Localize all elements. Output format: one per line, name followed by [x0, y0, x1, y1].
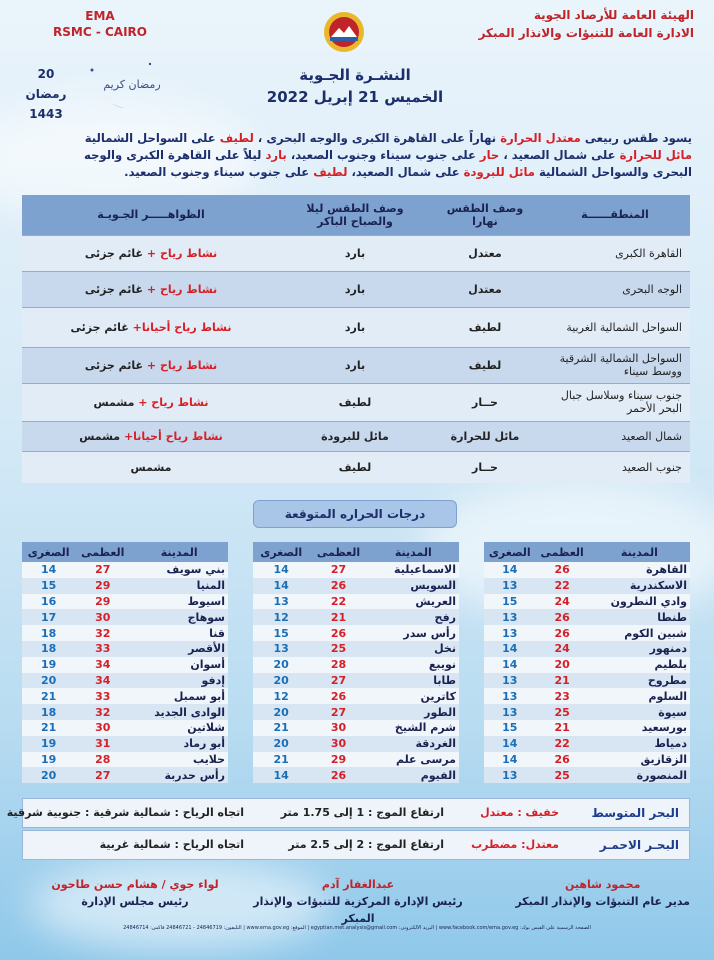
night-cell: بارد — [280, 235, 430, 271]
summary-highlight: لطيف — [219, 131, 254, 145]
header-min: الصغرى — [484, 542, 536, 562]
phenomena-wind: نشاط رياح أحيانا+ — [132, 320, 232, 334]
night-cell: لطيف — [280, 383, 430, 421]
summary-text: على شمال الصعيد، — [347, 165, 464, 179]
max-temp-cell: 26 — [536, 752, 589, 768]
city-cell: شرم الشيخ — [368, 720, 459, 736]
day-cell: معتدل — [430, 271, 540, 307]
max-temp-cell: 28 — [75, 752, 130, 768]
min-temp-cell: 14 — [484, 752, 536, 768]
min-temp-cell: 14 — [253, 562, 309, 578]
min-temp-cell: 14 — [484, 562, 536, 578]
signature-name: محمود شاهين — [564, 878, 641, 891]
temp-row — [484, 609, 690, 625]
city-cell: بورسعيد — [589, 720, 690, 736]
phenomena-wind: نشاط رياح + — [138, 395, 209, 409]
header-max: العظمى — [75, 542, 130, 562]
header-max: العظمى — [309, 542, 367, 562]
max-temp-cell: 30 — [309, 736, 367, 752]
city-cell: سوهاج — [130, 609, 228, 625]
temp-row — [253, 578, 459, 594]
max-temp-cell: 34 — [75, 657, 130, 673]
phenomena-sky: غائم جزئى — [70, 320, 133, 334]
table-row — [22, 451, 690, 483]
table-header-row — [22, 195, 690, 235]
phenomena-wind: نشاط رياح + — [146, 358, 218, 372]
hijri-month: رمضان — [25, 87, 67, 101]
header-max: العظمى — [536, 542, 589, 562]
temp-row — [484, 752, 690, 768]
max-temp-cell: 21 — [309, 609, 367, 625]
max-temp-cell: 22 — [309, 594, 367, 610]
summary-text: على جنوب سيناء وجنوب الصعيد، — [286, 148, 480, 162]
header-phenomena: الظواهـــــر الجـويـة — [22, 195, 280, 235]
city-cell: شبين الكوم — [589, 625, 690, 641]
signature-name: عبدالغفار آدم — [321, 878, 395, 891]
phenomena-sky: غائم جزئى — [84, 246, 147, 260]
org-english — [40, 8, 160, 40]
min-temp-cell: 20 — [253, 704, 309, 720]
temp-row — [484, 594, 690, 610]
max-temp-cell: 32 — [75, 625, 130, 641]
city-cell: نويبع — [368, 657, 459, 673]
max-temp-cell: 31 — [75, 736, 130, 752]
city-cell: الوادى الجديد — [130, 704, 228, 720]
temp-row — [484, 720, 690, 736]
footer-contact: الصفحة الرسمية على الفيس بوك: www.facebook.com/ema.gov.eg | البريد الالكترونى: egyptian.met.analysis@gmail.com | الموقع: www.ema.gov.eg | التليفون: 24846719 - 24846721 فاكس: 24846714 — [123, 925, 591, 931]
city-cell: القاهرة — [589, 562, 690, 578]
header-region: المنطقــــــة — [540, 195, 690, 235]
city-cell: بلطيم — [589, 657, 690, 673]
temp-row — [484, 767, 690, 783]
phenomena-wind: نشاط رياح + — [146, 246, 218, 260]
max-temp-cell: 26 — [309, 578, 367, 594]
city-cell: المنصورة — [589, 767, 690, 783]
day-cell: لطيف — [430, 347, 540, 383]
sea-name: البحر المتوسط — [591, 806, 679, 820]
min-temp-cell: 14 — [253, 767, 309, 783]
summary-text: ليلاً على القاهرة الكبرى والوجه البحرى والسواحل الشمالية — [84, 148, 692, 179]
max-temp-cell: 26 — [309, 625, 367, 641]
temp-row — [253, 720, 459, 736]
summary-text: يسود طقس ربيعى — [580, 131, 692, 145]
temp-row — [22, 594, 228, 610]
city-cell: بني سويف — [130, 562, 228, 578]
temp-row — [484, 562, 690, 578]
org-abbrev: EMA — [85, 9, 115, 23]
min-temp-cell: 15 — [253, 625, 309, 641]
max-temp-cell: 24 — [536, 641, 589, 657]
temp-row — [253, 767, 459, 783]
min-temp-cell: 19 — [22, 752, 75, 768]
min-temp-cell: 15 — [22, 578, 75, 594]
org-arabic — [479, 6, 694, 42]
phenomena-cell — [22, 307, 280, 347]
city-cell: سيوة — [589, 704, 690, 720]
city-cell: نخل — [368, 641, 459, 657]
temp-header-row — [253, 542, 459, 562]
city-cell: السلوم — [589, 688, 690, 704]
max-temp-cell: 32 — [75, 704, 130, 720]
min-temp-cell: 13 — [484, 688, 536, 704]
temp-row — [253, 704, 459, 720]
min-temp-cell: 14 — [22, 562, 75, 578]
max-temp-cell: 21 — [536, 673, 589, 689]
min-temp-cell: 18 — [22, 704, 75, 720]
max-temp-cell: 29 — [75, 578, 130, 594]
hijri-day: 20 — [37, 67, 55, 81]
night-cell: بارد — [280, 271, 430, 307]
temp-row — [22, 562, 228, 578]
max-temp-cell: 25 — [536, 704, 589, 720]
temp-row — [22, 736, 228, 752]
max-temp-cell: 33 — [75, 688, 130, 704]
city-cell: كاترين — [368, 688, 459, 704]
temperature-table-middle — [253, 542, 459, 783]
region-cell: جنوب الصعيد — [540, 451, 690, 483]
min-temp-cell: 13 — [253, 594, 309, 610]
max-temp-cell: 27 — [75, 562, 130, 578]
header-min: الصغرى — [22, 542, 75, 562]
city-cell: الاسماعيلية — [368, 562, 459, 578]
region-cell: القاهرة الكبرى — [540, 235, 690, 271]
summary-highlight: لطيف — [313, 165, 348, 179]
min-temp-cell: 13 — [484, 704, 536, 720]
max-temp-cell: 21 — [536, 720, 589, 736]
min-temp-cell: 13 — [484, 625, 536, 641]
summary-highlight: مائل للبرودة — [463, 165, 535, 179]
city-cell: رأس حدربة — [130, 767, 228, 783]
region-cell: جنوب سيناء وسلاسل جبال البحر الأحمر — [540, 383, 690, 421]
temp-row — [484, 673, 690, 689]
min-temp-cell: 20 — [253, 673, 309, 689]
city-cell: مطروح — [589, 673, 690, 689]
phenomena-sky: مشمس — [93, 395, 139, 409]
summary-text: على شمال الصعيد ، — [499, 148, 620, 162]
max-temp-cell: 34 — [75, 673, 130, 689]
min-temp-cell: 13 — [253, 641, 309, 657]
hijri-year: 1443 — [29, 107, 63, 121]
city-cell: قنا — [130, 625, 228, 641]
signature-title: مدير عام التنبؤات والإنذار المبكر — [515, 895, 690, 908]
org-dept-ar: الادارة العامة للتنبؤات والانذار المبكر — [478, 26, 694, 40]
max-temp-cell: 23 — [536, 688, 589, 704]
temp-row — [22, 767, 228, 783]
city-cell: حلايب — [130, 752, 228, 768]
phenomena-cell — [22, 347, 280, 383]
max-temp-cell: 25 — [536, 767, 589, 783]
max-temp-cell: 25 — [309, 641, 367, 657]
temp-row — [484, 704, 690, 720]
summary-highlight: معتدل الحرارة — [500, 131, 581, 145]
temp-header-row — [484, 542, 690, 562]
temp-row — [22, 578, 228, 594]
min-temp-cell: 14 — [484, 641, 536, 657]
moon-caption: رمضان كريم — [103, 78, 161, 91]
city-cell: السويس — [368, 578, 459, 594]
city-cell: دمنهور — [589, 641, 690, 657]
temp-row — [253, 625, 459, 641]
day-cell: حــار — [430, 451, 540, 483]
phenomena-wind: نشاط رياح + — [146, 282, 218, 296]
temp-row — [253, 641, 459, 657]
city-cell: الغردقة — [368, 736, 459, 752]
min-temp-cell: 18 — [22, 625, 75, 641]
phenomena-sky: مشمس — [79, 429, 124, 443]
org-name-ar: الهيئة العامة للأرصاد الجوية — [533, 8, 694, 22]
summary-text: على جنوب سيناء وجنوب الصعيد. — [124, 165, 314, 179]
max-temp-cell: 27 — [309, 704, 367, 720]
max-temp-cell: 28 — [309, 657, 367, 673]
temp-header-row — [22, 542, 228, 562]
day-cell: لطيف — [430, 307, 540, 347]
night-cell: لطيف — [280, 451, 430, 483]
min-temp-cell: 19 — [22, 657, 75, 673]
temp-row — [22, 673, 228, 689]
min-temp-cell: 15 — [484, 594, 536, 610]
max-temp-cell: 26 — [536, 562, 589, 578]
temp-row — [22, 625, 228, 641]
max-temp-cell: 26 — [536, 625, 589, 641]
min-temp-cell: 20 — [253, 657, 309, 673]
max-temp-cell: 27 — [309, 562, 367, 578]
header-night: وصف الطقس ليلا والصباح الباكر — [280, 195, 430, 235]
city-cell: المنيا — [130, 578, 228, 594]
temp-row — [22, 657, 228, 673]
table-row — [22, 307, 690, 347]
min-temp-cell: 17 — [22, 609, 75, 625]
temp-row — [22, 704, 228, 720]
sea-state-red-sea — [22, 830, 690, 860]
temp-row — [22, 609, 228, 625]
min-temp-cell: 12 — [253, 609, 309, 625]
header-city: المدينة — [130, 542, 228, 562]
phenomena-sky: غائم جزئى — [84, 358, 147, 372]
temp-row — [253, 736, 459, 752]
min-temp-cell: 21 — [22, 688, 75, 704]
city-cell: شلاتين — [130, 720, 228, 736]
org-rsmc: RSMC - CAIRO — [53, 25, 147, 39]
min-temp-cell: 21 — [253, 720, 309, 736]
hijri-date — [20, 64, 72, 124]
city-cell: أبو سمبل — [130, 688, 228, 704]
sea-state: خفيف : معتدل — [480, 806, 559, 819]
sea-name: البحـر الاحمـر — [599, 838, 679, 852]
signature-name: لواء جوي / هشام حسن طاحون — [51, 878, 219, 891]
city-cell: طنطا — [589, 609, 690, 625]
bulletin-date: الخميس 21 إبريل 2022 — [266, 88, 444, 106]
sea-state: معتدل: مضطرب — [471, 838, 559, 851]
wave-height: ارتفاع الموج : 1 إلى 1.75 متر — [280, 806, 444, 819]
max-temp-cell: 22 — [536, 578, 589, 594]
city-cell: أسوان — [130, 657, 228, 673]
region-cell: الوجه البحرى — [540, 271, 690, 307]
min-temp-cell: 21 — [253, 752, 309, 768]
city-cell: رفح — [368, 609, 459, 625]
region-cell: السواحل الشمالية الغربية — [540, 307, 690, 347]
signature-title: رئيس مجلس الإدارة — [81, 895, 189, 908]
city-cell: الفيوم — [368, 767, 459, 783]
city-cell: العريش — [368, 594, 459, 610]
signature-title: رئيس الإدارة المركزية للتنبؤات والإنذار المبكر — [253, 895, 463, 925]
min-temp-cell: 20 — [22, 767, 75, 783]
temp-row — [484, 688, 690, 704]
phenomena-sky: مشمس — [130, 460, 172, 474]
min-temp-cell: 13 — [484, 673, 536, 689]
night-cell: بارد — [280, 307, 430, 347]
table-row — [22, 383, 690, 421]
max-temp-cell: 33 — [75, 641, 130, 657]
header-city: المدينة — [368, 542, 459, 562]
min-temp-cell: 18 — [22, 641, 75, 657]
city-cell: الأقصر — [130, 641, 228, 657]
max-temp-cell: 30 — [75, 720, 130, 736]
city-cell: إدفو — [130, 673, 228, 689]
city-cell: الطور — [368, 704, 459, 720]
temperature-table-left — [22, 542, 228, 783]
city-cell: وادي النطرون — [589, 594, 690, 610]
city-cell: رأس سدر — [368, 625, 459, 641]
min-temp-cell: 13 — [484, 609, 536, 625]
max-temp-cell: 30 — [75, 609, 130, 625]
header-city: المدينة — [589, 542, 690, 562]
min-temp-cell: 20 — [253, 736, 309, 752]
max-temp-cell: 26 — [309, 767, 367, 783]
header-day: وصف الطقس نهارا — [430, 195, 540, 235]
min-temp-cell: 13 — [484, 578, 536, 594]
temp-row — [22, 688, 228, 704]
header-min: الصغرى — [253, 542, 309, 562]
min-temp-cell: 21 — [22, 720, 75, 736]
min-temp-cell: 12 — [253, 688, 309, 704]
phenomena-cell — [22, 421, 280, 451]
signature-chairman — [40, 876, 230, 910]
max-temp-cell: 29 — [75, 594, 130, 610]
city-cell: أبو رماد — [130, 736, 228, 752]
temp-row — [484, 736, 690, 752]
ema-logo-icon — [318, 10, 370, 54]
temp-row — [484, 578, 690, 594]
day-cell: حــار — [430, 383, 540, 421]
max-temp-cell: 24 — [536, 594, 589, 610]
temp-row — [22, 720, 228, 736]
min-temp-cell: 20 — [22, 673, 75, 689]
city-cell: دمياط — [589, 736, 690, 752]
summary-highlight: حار — [479, 148, 500, 162]
signature-forecast-director — [515, 876, 690, 910]
temp-row — [253, 657, 459, 673]
temp-row — [484, 657, 690, 673]
summary-text: نهاراً على القاهرة الكبرى والوجه البحرى ، — [253, 131, 501, 145]
min-temp-cell: 14 — [253, 578, 309, 594]
table-row — [22, 421, 690, 451]
temp-row — [22, 641, 228, 657]
max-temp-cell: 29 — [309, 752, 367, 768]
table-row — [22, 271, 690, 307]
temp-row — [22, 752, 228, 768]
table-row — [22, 347, 690, 383]
temp-row — [253, 594, 459, 610]
min-temp-cell: 19 — [22, 736, 75, 752]
temperatures-title: درجات الحراره المتوقعة — [253, 500, 457, 528]
sea-state-mediterranean — [6, 798, 690, 828]
min-temp-cell: 14 — [484, 736, 536, 752]
max-temp-cell: 26 — [309, 688, 367, 704]
temp-row — [253, 562, 459, 578]
ramadan-moon-icon — [80, 50, 166, 116]
day-cell: معتدل — [430, 235, 540, 271]
weather-summary — [60, 130, 692, 181]
phenomena-cell — [22, 451, 280, 483]
temp-row — [484, 641, 690, 657]
max-temp-cell: 26 — [536, 609, 589, 625]
phenomena-cell — [22, 271, 280, 307]
region-cell: شمال الصعيد — [540, 421, 690, 451]
temperature-table-right — [484, 542, 690, 783]
city-cell: الاسكندرية — [589, 578, 690, 594]
signature-central-head — [238, 876, 478, 927]
city-cell: اسيوط — [130, 594, 228, 610]
region-cell: السواحل الشمالية الشرقية ووسط سيناء — [540, 347, 690, 383]
night-cell: بارد — [280, 347, 430, 383]
summary-highlight: مائل للحرارة — [619, 148, 692, 162]
max-temp-cell: 27 — [75, 767, 130, 783]
table-row — [22, 235, 690, 271]
page-title: النشـرة الجـوية — [299, 66, 411, 84]
max-temp-cell: 20 — [536, 657, 589, 673]
min-temp-cell: 13 — [484, 767, 536, 783]
city-cell: الزقازيق — [589, 752, 690, 768]
night-cell: مائل للبرودة — [280, 421, 430, 451]
max-temp-cell: 27 — [309, 673, 367, 689]
wind-direction: اتجاه الرياح : شمالية شرقية : جنوبية شرقية — [6, 806, 244, 819]
temp-row — [253, 673, 459, 689]
min-temp-cell: 14 — [484, 657, 536, 673]
max-temp-cell: 30 — [309, 720, 367, 736]
weather-forecast-table — [22, 195, 690, 483]
phenomena-wind: نشاط رياح أحيانا+ — [123, 429, 223, 443]
summary-highlight: بارد — [265, 148, 287, 162]
min-temp-cell: 16 — [22, 594, 75, 610]
bulletin-title — [220, 64, 490, 108]
wave-height: ارتفاع الموج : 2 إلى 2.5 متر — [288, 838, 444, 851]
temp-row — [253, 609, 459, 625]
min-temp-cell: 15 — [484, 720, 536, 736]
summary-text: على السواحل الشمالية — [84, 131, 220, 145]
phenomena-cell — [22, 383, 280, 421]
temp-row — [484, 625, 690, 641]
city-cell: طابا — [368, 673, 459, 689]
temp-row — [253, 688, 459, 704]
temp-row — [253, 752, 459, 768]
wind-direction: اتجاه الرياح : شمالية غربية — [99, 838, 244, 851]
max-temp-cell: 22 — [536, 736, 589, 752]
phenomena-cell — [22, 235, 280, 271]
day-cell: مائل للحرارة — [430, 421, 540, 451]
city-cell: مرسى علم — [368, 752, 459, 768]
phenomena-sky: غائم جزئى — [84, 282, 147, 296]
